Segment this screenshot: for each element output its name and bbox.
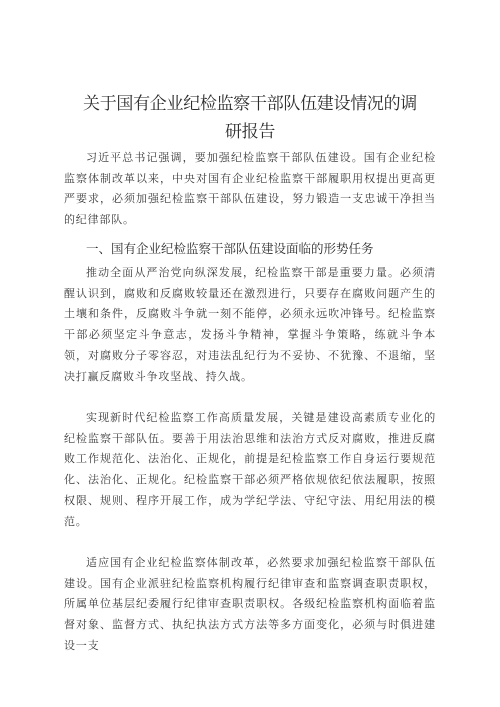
body-paragraph-2: 实现新时代纪检监察工作高质量发展，关键是建设高素质专业化的纪检监察干部队伍。要善于用法治思维和法治方式反对腐败，推进反腐败工作规范化、法治化、正规化，前提是纪检监察工作自身运行要规范化、法治化、正规化。纪检监察干部必须严格依规依纪依法履职，按照权限、规则、程序开展工作，成为学纪学法、守纪守法、用纪用法的模范。: [64, 411, 436, 528]
document-title-line-1: 关于国有企业纪检监察干部队伍建设情况的调: [83, 94, 417, 114]
document-title-line-2: 研报告: [224, 122, 276, 142]
body-paragraph-3: 适应国有企业纪检监察体制改革，必然要求加强纪检监察干部队伍建设。国有企业派驻纪检监察机构履行纪律审查和监察调查职责职权，所属单位基层纪委履行纪律审查职责职权。各级纪检监察机构面临着监督对象、监督方式、执纪执法方式方法等多方面变化，必须与时俱进建设一支: [64, 556, 436, 652]
section-heading-1: 一、国有企业纪检监察干部队伍建设面临的形势任务: [86, 241, 374, 256]
intro-paragraph: 习近平总书记强调，要加强纪检监察干部队伍建设。国有企业纪检监察体制改革以来，中央对国有企业纪检监察干部履职用权提出更高更严要求，必须加强纪检监察干部队伍建设，努力锻造一支忠诚干净担当的纪律部队。: [64, 151, 436, 227]
body-paragraph-1: 推动全面从严治党向纵深发展，纪检监察干部是重要力量。必须清醒认识到，腐败和反腐败较量还在激烈进行，只要存在腐败问题产生的土壤和条件，反腐败斗争就一刻不能停，必须永远吹冲锋号。纪检监察干部必须坚定斗争意志，发扬斗争精神，掌握斗争策略，练就斗争本领，对腐败分子零容忍，对违法乱纪行为不妥协、不犹豫、不退缩，坚决打赢反腐败斗争攻坚战、持久战。: [64, 266, 436, 383]
